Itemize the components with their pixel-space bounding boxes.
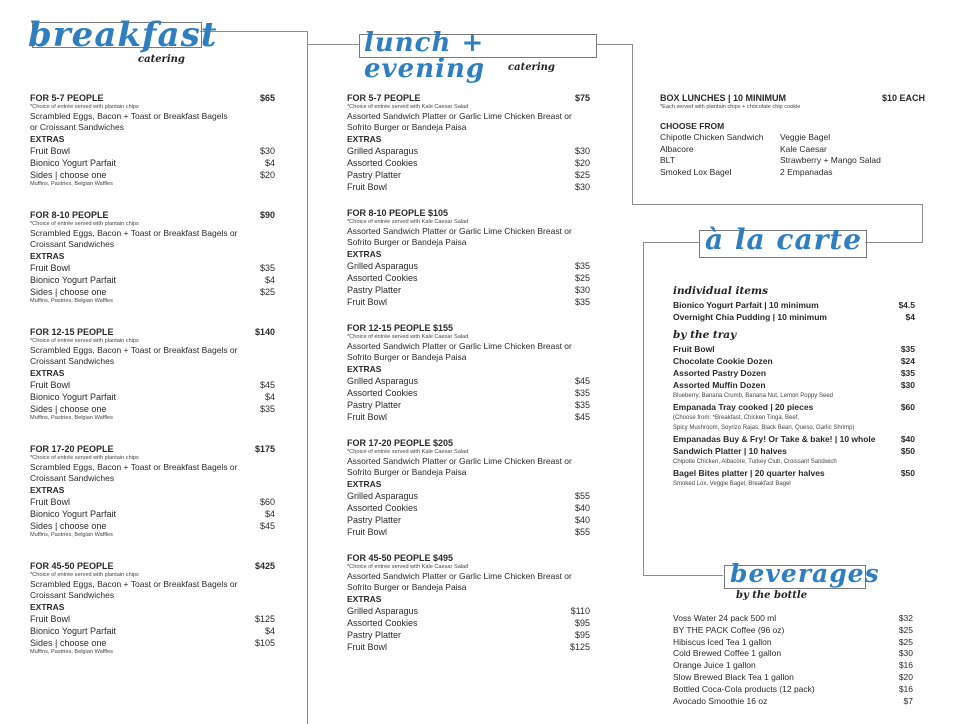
tray-item-note: Spicy Mushroom, Soyrizo Rajas, Black Bean, Queso, Garlic Shrimp) [673, 425, 855, 431]
extra-item-price: $55 [574, 491, 590, 501]
package-description: Scrambled Eggs, Bacon + Toast or Breakfast Bagels [30, 111, 228, 121]
beverage-item-name: Voss Water 24 pack 500 ml [673, 613, 777, 623]
beverage-item-name: Avocado Smoothie 16 oz [673, 695, 768, 706]
tray-item-name: Fruit Bowl [673, 344, 715, 354]
individual-item-price: $4 [905, 312, 915, 322]
package-block [347, 552, 590, 653]
package-description: or Croissant Sandwiches [30, 122, 125, 132]
divider-line [632, 44, 633, 204]
box-options-col2 [780, 132, 900, 178]
extra-item-price: $35 [259, 263, 275, 273]
package-description: Sofrito Burger or Bandeja Paisa [347, 122, 467, 132]
package-heading [30, 326, 275, 338]
tray-item-note: Smoked Lox, Veggie Bagel, Breakfast Bagel [673, 481, 791, 487]
divider-line [596, 44, 632, 45]
package-heading [30, 443, 275, 455]
tray-item-name: Bagel Bites platter | 20 quarter halves [673, 468, 825, 478]
package-note: *Choice of entrée served with plantain chips [30, 221, 139, 227]
extra-item-name: Bionico Yogurt Parfait [30, 392, 117, 402]
package-heading-name: FOR 12-15 PEOPLE [30, 327, 114, 337]
extras-label: EXTRAS [30, 485, 65, 495]
extra-item [347, 490, 590, 502]
extra-item-price: $95 [574, 630, 590, 640]
package-heading-name: FOR 45-50 PEOPLE [30, 561, 114, 571]
tray-item [673, 379, 915, 391]
beverage-item-name: Cold Brewed Coffee 1 gallon [673, 648, 782, 659]
extra-item-price: $30 [574, 146, 590, 156]
extra-item [30, 286, 275, 298]
extra-item [347, 181, 590, 193]
extra-item-price: $125 [254, 614, 275, 624]
sides-note: Muffins, Pastries, Belgian Waffles [30, 181, 113, 187]
extra-item-name: Sides | choose one [30, 521, 107, 531]
beverage-item [673, 684, 913, 696]
tray-item [673, 445, 915, 457]
sides-note: Muffins, Pastries, Belgian Waffles [30, 415, 113, 421]
extra-item [30, 262, 275, 274]
box-option: Veggie Bagel [780, 132, 831, 142]
extra-item [347, 260, 590, 272]
extra-item-name: Bionico Yogurt Parfait [30, 158, 117, 168]
tray-item-price: $40 [900, 434, 915, 444]
box-lunch-title: BOX LUNCHES | 10 MINIMUM [660, 93, 787, 103]
extra-item-price: $45 [259, 521, 275, 531]
lunch-title: lunch + evening [364, 28, 486, 84]
package-heading-price: $175 [254, 444, 275, 454]
package-block [347, 92, 590, 193]
extra-item [30, 508, 275, 520]
beverage-item [673, 637, 913, 649]
tray-item-price: $24 [900, 356, 915, 366]
tray-item [673, 401, 915, 413]
tray-item-name: Sandwich Platter | 10 halves [673, 446, 787, 456]
extra-item-name: Assorted Cookies [347, 388, 418, 398]
beverage-item-name: Bottled Coca-Cola products (12 pack) [673, 683, 815, 694]
extra-item-name: Assorted Cookies [347, 273, 418, 283]
extra-item-price: $105 [254, 638, 275, 648]
box-lunch-options [660, 132, 925, 178]
individual-items-list [673, 299, 915, 323]
package-description: Scrambled Eggs, Bacon + Toast or Breakfast Bagels or [30, 345, 238, 355]
extra-item [347, 399, 590, 411]
extra-item-name: Assorted Cookies [347, 618, 418, 628]
beverage-item-name: BY THE PACK Coffee (96 oz) [673, 624, 785, 635]
breakfast-section [30, 92, 275, 656]
extra-item-price: $20 [259, 170, 275, 180]
extra-item [347, 411, 590, 423]
extra-item-name: Fruit Bowl [30, 614, 71, 624]
box-lunch-price: $10 EACH [881, 93, 925, 103]
extra-item-price: $25 [574, 170, 590, 180]
divider-line [632, 204, 922, 205]
package-description: Croissant Sandwiches [30, 473, 115, 483]
beverage-item [673, 660, 913, 672]
extras-label: EXTRAS [30, 134, 65, 144]
extra-item-name: Pastry Platter [347, 515, 402, 525]
extra-item-price: $30 [259, 146, 275, 156]
extra-item-name: Fruit Bowl [347, 182, 388, 192]
extra-item-price: $45 [574, 376, 590, 386]
extra-item-name: Sides | choose one [30, 638, 107, 648]
individual-item [673, 311, 915, 323]
extra-item-name: Grilled Asparagus [347, 261, 419, 271]
extra-item [30, 403, 275, 415]
extra-item [347, 641, 590, 653]
extra-item [30, 379, 275, 391]
carte-header [697, 220, 869, 264]
extra-item [347, 145, 590, 157]
individual-item-name: Bionico Yogurt Parfait | 10 minimum [673, 300, 819, 310]
tray-item [673, 467, 915, 479]
extra-item-price: $125 [569, 642, 590, 652]
package-description: Sofrito Burger or Bandeja Paisa [347, 237, 467, 247]
package-block [30, 443, 275, 539]
extra-item [347, 526, 590, 538]
divider-line [643, 575, 723, 576]
extra-item [347, 502, 590, 514]
package-heading [347, 92, 590, 104]
extra-item-price: $35 [574, 400, 590, 410]
extra-item-price: $60 [259, 497, 275, 507]
extras-label: EXTRAS [347, 364, 382, 374]
package-heading-price: $90 [259, 210, 275, 220]
package-heading-name: FOR 5-7 PEOPLE [347, 93, 421, 103]
extra-item [30, 145, 275, 157]
extra-item [347, 272, 590, 284]
breakfast-title: breakfast [28, 15, 218, 55]
beverage-item-price: $25 [898, 636, 913, 647]
beverage-item [673, 625, 913, 637]
tray-item-price: $30 [900, 380, 915, 390]
extra-item-price: $40 [574, 515, 590, 525]
package-note: *Choice of entrée served with plantain chips [30, 455, 139, 461]
beverage-item [673, 696, 913, 708]
extra-item-price: $4 [264, 626, 275, 636]
package-heading-price: $140 [254, 327, 275, 337]
extra-item [347, 157, 590, 169]
extra-item [347, 375, 590, 387]
extra-item [347, 169, 590, 181]
lunch-subtitle: catering [508, 62, 555, 73]
beverage-item-name: Hibiscus Iced Tea 1 gallon [673, 636, 772, 647]
extra-item-name: Grilled Asparagus [347, 491, 419, 501]
package-heading [347, 207, 590, 219]
extra-item [30, 496, 275, 508]
extras-label: EXTRAS [347, 594, 382, 604]
extra-item-name: Sides | choose one [30, 287, 107, 297]
extra-item [30, 391, 275, 403]
extra-item-price: $110 [570, 606, 590, 616]
package-heading-name: FOR 8-10 PEOPLE [30, 210, 109, 220]
extra-item [30, 169, 275, 181]
package-block [347, 322, 590, 423]
package-heading [30, 560, 275, 572]
package-note: *Choice of entrée served with Kale Caesar Salad [347, 564, 469, 570]
extra-item-name: Fruit Bowl [347, 297, 388, 307]
extra-item [30, 625, 275, 637]
extra-item-name: Fruit Bowl [30, 146, 71, 156]
beverage-item-price: $20 [898, 671, 913, 682]
package-heading [30, 209, 275, 221]
tray-item-name: Empanada Tray cooked | 20 pieces [673, 402, 814, 412]
extra-item-name: Pastry Platter [347, 630, 402, 640]
box-lunch-note: *Each served with plantain chips + chocolate chip cookie [660, 104, 801, 110]
tray-item-price: $60 [900, 402, 915, 412]
extras-label: EXTRAS [30, 368, 65, 378]
extra-item [347, 387, 590, 399]
beverage-item-name: Slow Brewed Black Tea 1 gallon [673, 671, 794, 682]
individual-item-name: Overnight Chia Pudding | 10 minimum [673, 312, 827, 322]
extra-item [347, 284, 590, 296]
extra-item-price: $40 [574, 503, 590, 513]
tray-item [673, 355, 915, 367]
beverage-item [673, 672, 913, 684]
package-note: *Choice of entrée served with plantain chips [30, 104, 139, 110]
tray-item-name: Chocolate Cookie Dozen [673, 356, 773, 366]
extra-item [347, 296, 590, 308]
extras-label: EXTRAS [30, 251, 65, 261]
package-heading-price [560, 207, 590, 219]
divider-line [307, 31, 308, 724]
package-heading-price [560, 552, 590, 564]
extra-item-name: Fruit Bowl [347, 642, 388, 652]
extra-item-name: Pastry Platter [347, 170, 402, 180]
box-option: BLT [660, 155, 675, 166]
extra-item-name: Grilled Asparagus [347, 146, 419, 156]
package-note: *Choice of entrée served with Kale Caesar Salad [347, 104, 469, 110]
package-heading [30, 92, 275, 104]
extra-item-price: $35 [574, 297, 590, 307]
package-description: Sofrito Burger or Bandeja Paisa [347, 352, 467, 362]
package-block [30, 560, 275, 656]
tray-item-price: $50 [900, 446, 915, 456]
sides-note: Muffins, Pastries, Belgian Waffles [30, 649, 113, 655]
package-description: Sofrito Burger or Bandeja Paisa [347, 467, 467, 477]
extra-item-name: Fruit Bowl [30, 380, 71, 390]
tray-item-note: Chipotle Chicken, Albacore, Turkey Club, Croissant Sandwich [673, 459, 837, 465]
extras-label: EXTRAS [347, 134, 382, 144]
package-heading-price [560, 322, 590, 334]
tray-item [673, 367, 915, 379]
box-option: Strawberry + Mango Salad [780, 155, 881, 166]
divider-line [643, 242, 644, 575]
package-heading-price: $75 [574, 93, 590, 103]
package-heading-name: FOR 8-10 PEOPLE $105 [347, 208, 449, 218]
package-description: Scrambled Eggs, Bacon + Toast or Breakfast Bagels or [30, 462, 238, 472]
tray-item [673, 343, 915, 355]
extra-item-name: Bionico Yogurt Parfait [30, 275, 117, 285]
tray-item-note: Blueberry, Banana Crumb, Banana Nut, Lemon Poppy Seed [673, 393, 833, 399]
extra-item-price: $35 [574, 388, 590, 398]
extra-item-price: $35 [574, 261, 590, 271]
breakfast-subtitle: catering [138, 54, 185, 65]
package-note: *Choice of entrée served with Kale Caesar Salad [347, 219, 469, 225]
package-note: *Choice of entrée served with plantain chips [30, 572, 139, 578]
package-description: Assorted Sandwich Platter or Garlic Lime Chicken Breast or [347, 341, 572, 351]
individual-items-label: individual items [673, 285, 769, 297]
package-note: *Choice of entrée served with plantain chips [30, 338, 139, 344]
extra-item-name: Pastry Platter [347, 285, 402, 295]
package-heading [347, 437, 590, 449]
beverage-item [673, 613, 913, 625]
extra-item-price: $25 [259, 287, 275, 297]
box-option: Chipotle Chicken Sandwich [660, 132, 764, 142]
extra-item-name: Sides | choose one [30, 170, 107, 180]
package-description: Croissant Sandwiches [30, 590, 115, 600]
extra-item-price: $45 [574, 412, 590, 422]
beverage-item [673, 648, 913, 660]
extra-item-name: Bionico Yogurt Parfait [30, 509, 117, 519]
extra-item [30, 637, 275, 649]
package-note: *Choice of entrée served with Kale Caesar Salad [347, 449, 469, 455]
extra-item-price: $20 [574, 158, 590, 168]
divider-line [307, 44, 359, 45]
package-block [30, 326, 275, 422]
divider-line [865, 242, 923, 243]
individual-item-price: $4.5 [898, 300, 915, 310]
beverage-item-price: $30 [898, 648, 913, 659]
bev-title: beverages [730, 559, 880, 588]
tray-item-note: (Choose from: *Breakfast, Chicken Tinga, Beef, [673, 415, 800, 421]
extra-item-name: Fruit Bowl [347, 412, 388, 422]
package-description: Assorted Sandwich Platter or Garlic Lime Chicken Breast or [347, 456, 572, 466]
package-block [347, 437, 590, 538]
extra-item-name: Fruit Bowl [30, 263, 71, 273]
extra-item [347, 617, 590, 629]
beverage-item-price: $32 [898, 613, 913, 623]
package-heading-price: $65 [259, 93, 275, 103]
extra-item-name: Assorted Cookies [347, 503, 418, 513]
extra-item [30, 613, 275, 625]
choose-from-label: CHOOSE FROM [660, 121, 725, 131]
extra-item-price: $35 [259, 404, 275, 414]
extra-item-price: $30 [574, 182, 590, 192]
extras-label: EXTRAS [347, 249, 382, 259]
extra-item-name: Pastry Platter [347, 400, 402, 410]
lunch-header [356, 24, 601, 84]
extra-item-price: $55 [574, 527, 590, 537]
package-heading-price: $425 [254, 561, 275, 571]
extra-item-price: $4 [264, 158, 275, 168]
package-note: *Choice of entrée served with Kale Caesar Salad [347, 334, 469, 340]
extra-item-name: Fruit Bowl [347, 527, 388, 537]
beverage-item-price: $7 [903, 695, 913, 706]
extra-item-price: $45 [259, 380, 275, 390]
box-option: Kale Caesar [780, 143, 827, 154]
package-block [30, 209, 275, 305]
extras-label: EXTRAS [347, 479, 382, 489]
tray-item [673, 433, 915, 445]
extra-item-price: $4 [264, 509, 275, 519]
extra-item-name: Grilled Asparagus [347, 606, 419, 616]
extra-item [30, 520, 275, 532]
bev-header [722, 557, 880, 609]
extra-item-price: $25 [574, 273, 590, 283]
lunch-section [347, 92, 590, 653]
package-block [347, 207, 590, 308]
carte-title: à la carte [705, 223, 863, 256]
box-options-col1 [660, 132, 780, 178]
box-option: 2 Empanadas [780, 166, 833, 177]
individual-item [673, 299, 915, 311]
package-description: Croissant Sandwiches [30, 356, 115, 366]
extra-item-name: Grilled Asparagus [347, 376, 419, 386]
sides-note: Muffins, Pastries, Belgian Waffles [30, 532, 113, 538]
beverage-item-price: $25 [898, 624, 913, 635]
beverage-item-price: $16 [898, 660, 913, 671]
tray-item-price: $35 [900, 344, 915, 354]
extra-item-price: $95 [574, 618, 590, 628]
package-block [30, 92, 275, 188]
carte-section [673, 282, 915, 489]
package-description: Assorted Sandwich Platter or Garlic Lime Chicken Breast or [347, 111, 572, 121]
extra-item [347, 605, 590, 617]
tray-items-list [673, 343, 915, 489]
breakfast-header [22, 14, 218, 74]
divider-line [922, 204, 923, 242]
package-description: Croissant Sandwiches [30, 239, 115, 249]
box-option: Albacore [660, 143, 694, 154]
beverage-item-name: Orange Juice 1 gallon [673, 660, 756, 671]
package-heading-name: FOR 17-20 PEOPLE [30, 444, 114, 454]
bev-subtitle: by the bottle [736, 590, 808, 601]
extra-item-name: Bionico Yogurt Parfait [30, 626, 117, 636]
beverage-item-price: $16 [898, 683, 913, 694]
extra-item [347, 514, 590, 526]
package-heading [347, 322, 590, 334]
beverages-list [673, 613, 913, 707]
extra-item-price: $4 [264, 392, 275, 402]
extra-item-name: Assorted Cookies [347, 158, 418, 168]
package-heading-price [560, 437, 590, 449]
box-lunch-section [660, 92, 925, 178]
extra-item-price: $30 [574, 285, 590, 295]
extra-item-name: Sides | choose one [30, 404, 107, 414]
tray-item-name: Assorted Muffin Dozen [673, 380, 766, 390]
box-option: Smoked Lox Bagel [660, 166, 732, 177]
package-heading-name: FOR 12-15 PEOPLE $155 [347, 323, 454, 333]
extra-item [347, 629, 590, 641]
divider-line [643, 242, 699, 243]
extra-item-name: Fruit Bowl [30, 497, 71, 507]
extras-label: EXTRAS [30, 602, 65, 612]
extra-item [30, 157, 275, 169]
tray-item-name: Empanadas Buy & Fry! Or Take & bake! | 10 whole [673, 434, 876, 444]
package-heading-name: FOR 45-50 PEOPLE $495 [347, 553, 454, 563]
package-description: Scrambled Eggs, Bacon + Toast or Breakfast Bagels or [30, 228, 238, 238]
sides-note: Muffins, Pastries, Belgian Waffles [30, 298, 113, 304]
tray-item-price: $50 [900, 468, 915, 478]
tray-item-price: $35 [900, 368, 915, 378]
package-heading [347, 552, 590, 564]
package-heading-name: FOR 17-20 PEOPLE $205 [347, 438, 454, 448]
tray-item-name: Assorted Pastry Dozen [673, 368, 767, 378]
package-description: Assorted Sandwich Platter or Garlic Lime Chicken Breast or [347, 226, 572, 236]
package-description: Sofrito Burger or Bandeja Paisa [347, 582, 467, 592]
package-description: Scrambled Eggs, Bacon + Toast or Breakfast Bagels or [30, 579, 238, 589]
extra-item [30, 274, 275, 286]
extra-item-price: $4 [264, 275, 275, 285]
box-lunch-heading [660, 92, 925, 104]
package-description: Assorted Sandwich Platter or Garlic Lime Chicken Breast or [347, 571, 572, 581]
by-the-tray-label: by the tray [673, 329, 737, 341]
package-heading-name: FOR 5-7 PEOPLE [30, 93, 104, 103]
